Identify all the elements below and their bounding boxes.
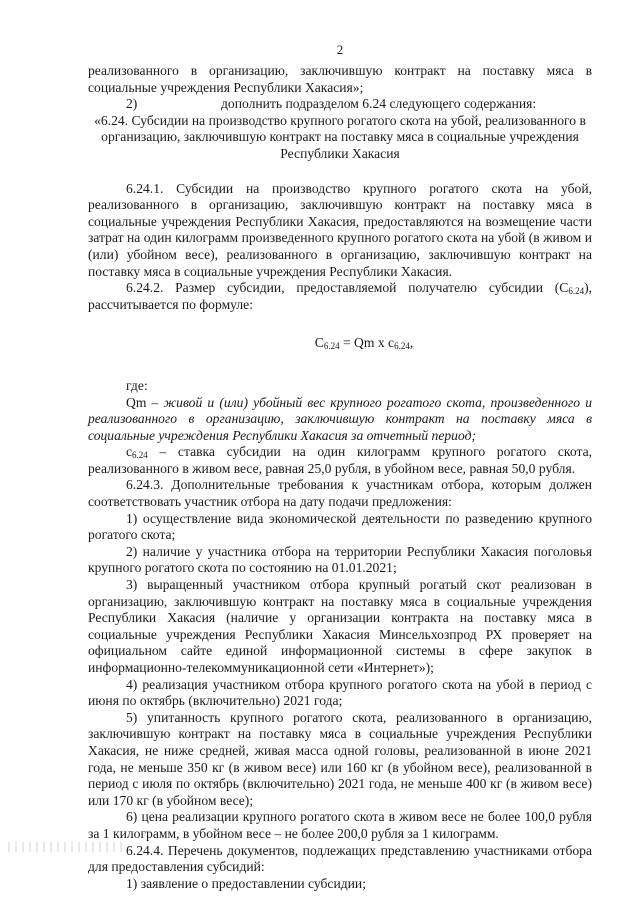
paragraph-6-24-3: 6.24.3. Дополнительные требования к участникам отбора, которым должен соответствовать участник отбора на дату подачи предложения: <box>88 477 592 510</box>
requirement-2: 2) наличие у участника отбора на территории Республики Хакасия поголовья крупного рогатого скота по состоянию на 01.01.2021; <box>88 543 592 576</box>
definition-qm: Qm – живой и (или) убойный вес крупного рогатого скота, произведенного и реализованного в организацию, заключившую контракт на поставку мяса в социальные учреждения Республики Хакасия за отчетный период; <box>88 394 592 443</box>
document-body <box>88 63 592 892</box>
document-1: 1) заявление о предоставлении субсидии; <box>126 875 366 891</box>
item-number: 2) <box>126 96 138 112</box>
paragraph-6-24-1: 6.24.1. Субсидии на производство крупного рогатого скота на убой, реализованного в организацию, заключившую контракт на поставку мяса в социальные учреждения Республики Хакасия, предоставляются на возмещение части затрат на один килограмм произведенного крупного рогатого скота на убой (в живом и (или) убойном весе), реализованного в организацию, заключившую контракт на поставку мяса в социальные учреждения Республики Хакасия. <box>88 180 592 279</box>
amendment-item-2 <box>88 96 592 113</box>
where-label: где: <box>126 377 148 393</box>
requirement-6: 6) цена реализации крупного рогатого скота в живом весе не более 100,0 рубля за 1 килограмм, в убойном весе – не более 200,0 рубля за 1 килограмм. <box>88 809 592 841</box>
paragraph-6-24-4: 6.24.4. Перечень документов, подлежащих представлению участниками отбора для предоставления субсидий: <box>88 842 592 875</box>
page-number: 2 <box>336 42 344 57</box>
definition-c: $с_{6.24}$ – ставка субсидии на один килограмм крупного рогатого скота, реализованного в живом весе, равная 25,0 рубля, в убойном весе, равная 50,0 рубля. <box>88 444 592 476</box>
requirement-3: 3) выращенный участником отбора крупный рогатый скот реализован в организацию, заключившую контракт на поставку мяса в социальные учреждения Республики Хакасия (наличие у организации контракта на поставку мяса в социальные учреждения Республики Хакасия Минсельхозпрод РХ проверяет на официальном сайте единой информационной системы в сфере закупок в информационно-телекоммуникационной сети «Интернет»); <box>88 577 592 675</box>
paragraph-continuation: реализованного в организацию, заключившую контракт на поставку мяса в социальные учреждения Республики Хакасия»; <box>88 63 592 95</box>
formula: $С_{6.24} = Qm$ x $c_{6.24}$, <box>314 335 414 352</box>
scan-smudge <box>8 842 123 852</box>
paragraph-6-24-2: 6.24.2. Размер субсидии, предоставляемой получателю субсидии $(С_{6.24})$, рассчитывается по формуле: <box>88 280 592 312</box>
requirement-1: 1) осуществление вида экономической деятельности по разведению крупного рогатого скота; <box>88 510 592 543</box>
item-text: дополнить подразделом 6.24 следующего содержания: <box>221 96 537 112</box>
requirement-4: 4) реализация участником отбора крупного рогатого скота на убой в период с июня по октябрь (включительно) 2021 года; <box>88 676 592 709</box>
section-heading: «6.24. Субсидии на производство крупного рогатого скота на убой, реализованного в организацию, заключившую контракт на поставку мяса в социальные учреждения Республики Хакасия <box>94 112 586 161</box>
requirement-5: 5) упитанность крупного рогатого скота, реализованного в организацию, заключившую контракт на поставку мяса в социальные учреждения Республики Хакасия, не ниже средней, живая масса одной головы, реализованной в июне 2021 года, не меньше 350 кг (в живом весе) или 160 кг (в убойном весе), реализованной в период с июля по октябрь (включительно) 2021 года, не меньше 400 кг (в живом весе) или 170 кг (в убойном весе); <box>88 709 592 808</box>
